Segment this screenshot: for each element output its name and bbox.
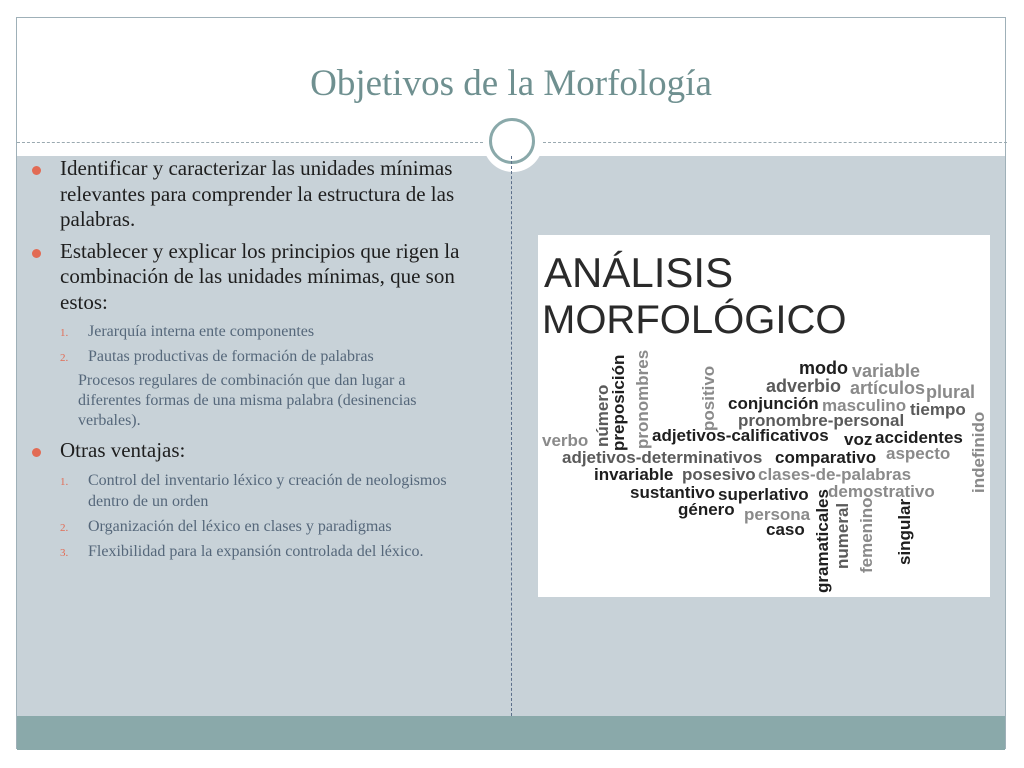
word-pronombre-personal: pronombre-personal xyxy=(738,411,905,430)
subitem-text: Pautas productivas de formación de palabras xyxy=(88,348,374,365)
word-pronombres: pronombres xyxy=(633,349,652,449)
word-indefinido: indefinido xyxy=(969,411,988,493)
bullet-item xyxy=(30,438,470,464)
subitem-number: 1. xyxy=(60,475,69,488)
slide-title: Objetivos de la Morfología xyxy=(310,63,712,104)
word-caso: caso xyxy=(766,520,805,539)
word-positivo: positivo xyxy=(699,365,718,431)
subitem-text: Jerarquía interna ente componentes xyxy=(88,323,315,340)
word-articulos: artículos xyxy=(850,378,926,398)
subitem-text: Control del inventario léxico y creación de neologismos dentro de un orden xyxy=(88,471,447,510)
word-conjuncion: conjunción xyxy=(728,394,819,413)
bullet-icon xyxy=(32,166,41,175)
word-voz: voz xyxy=(844,430,873,449)
subitem-number: 2. xyxy=(60,521,69,534)
heading-line2: MORFOLÓGICO xyxy=(542,298,847,342)
bullet-text: Establecer y explicar los principios que rigen la combinación de las unidades mínimas, que son estos: xyxy=(60,238,460,314)
word-superlativo: superlativo xyxy=(718,485,809,504)
bullet-text: Otras ventajas: xyxy=(60,438,186,462)
numbered-subitem xyxy=(30,470,470,512)
word-singular: singular xyxy=(895,498,914,565)
word-demostrativo: demostrativo xyxy=(828,482,935,501)
bullet-icon xyxy=(32,249,41,258)
word-clases-de-palabras: clases-de-palabras xyxy=(758,465,912,484)
word-masculino: masculino xyxy=(822,396,907,415)
word-cloud-image xyxy=(538,235,990,597)
word-adverbio: adverbio xyxy=(766,376,842,396)
word-numero: número xyxy=(593,384,612,447)
word-accidentes: accidentes xyxy=(875,428,963,447)
word-gramaticales: gramaticales xyxy=(813,489,832,593)
word-sustantivo: sustantivo xyxy=(630,483,716,502)
numbered-subitem xyxy=(30,516,470,537)
word-tiempo: tiempo xyxy=(910,400,966,419)
numbered-subitem xyxy=(30,346,470,367)
word-modo: modo xyxy=(799,358,848,378)
word-numeral: numeral xyxy=(833,502,852,569)
circle-ornament-icon xyxy=(489,118,535,164)
word-aspecto: aspecto xyxy=(886,444,951,463)
bullet-item xyxy=(30,239,470,316)
word-invariable: invariable xyxy=(594,465,674,484)
column-divider xyxy=(511,156,512,716)
numbered-subitem xyxy=(30,541,470,562)
subitem-text: Organización del léxico en clases y paradigmas xyxy=(88,517,392,535)
word-variable: variable xyxy=(852,361,921,381)
word-verbo: verbo xyxy=(542,431,589,450)
heading-line1: ANÁLISIS xyxy=(544,249,734,296)
footer-bar xyxy=(17,716,1005,750)
word-posesivo: posesivo xyxy=(682,465,756,484)
subitem-number: 3. xyxy=(60,546,69,559)
subitem-number: 1. xyxy=(60,327,69,339)
bullet-icon xyxy=(32,448,41,457)
word-femenino: femenino xyxy=(857,497,876,573)
word-adjetivos-determinativos: adjetivos-determinativos xyxy=(562,448,763,467)
subitem-note: Procesos regulares de combinación que dan lugar a diferentes formas de una misma palabra (desinencias verbales). xyxy=(78,372,417,429)
bullet-item xyxy=(30,156,470,233)
subitem-text: Flexibilidad para la expansión controlada del léxico. xyxy=(88,542,424,560)
title-divider-right xyxy=(543,142,1007,143)
word-persona: persona xyxy=(744,505,811,524)
bullet-text: Identificar y caracterizar las unidades mínimas relevantes para comprender la estructura de las palabras. xyxy=(60,156,455,231)
word-adjetivos-calificativos: adjetivos-calificativos xyxy=(652,426,829,445)
word-plural: plural xyxy=(926,382,976,402)
subitem-number: 2. xyxy=(60,352,69,364)
word-comparativo: comparativo xyxy=(775,448,877,467)
numbered-subitem xyxy=(30,321,470,342)
word-preposicion: preposición xyxy=(609,354,628,451)
bullet-list xyxy=(30,139,470,566)
word-genero: género xyxy=(678,500,735,519)
